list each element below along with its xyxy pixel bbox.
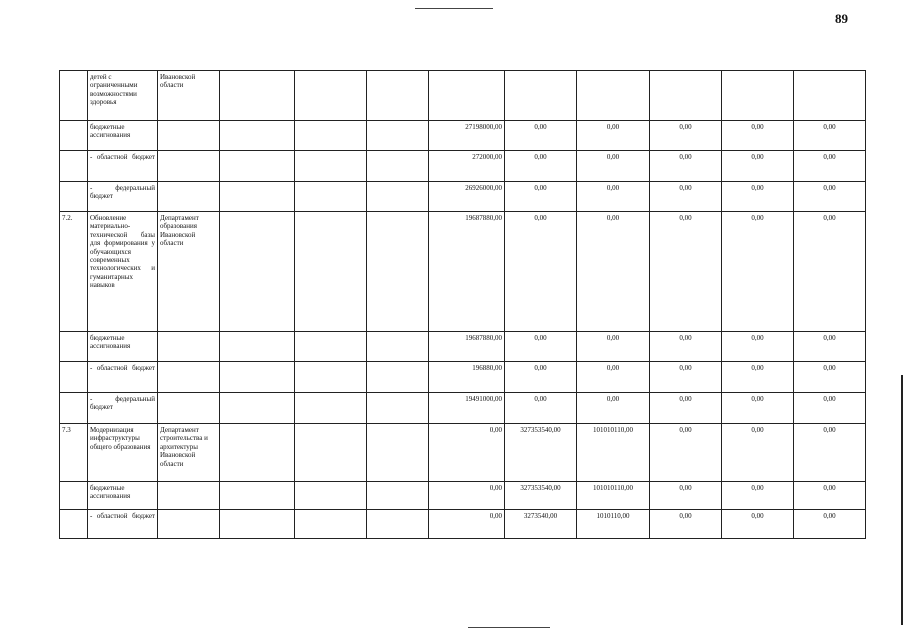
blank-cell: [220, 482, 295, 510]
blank-cell: [367, 510, 429, 539]
value-cell: 0,00: [429, 510, 505, 539]
blank-cell: [367, 393, 429, 424]
value-cell: 0,00: [505, 182, 577, 212]
value-cell: [505, 71, 577, 121]
blank-cell: [367, 121, 429, 151]
table-row: [60, 424, 866, 482]
executor: [158, 482, 220, 510]
blank-cell: [295, 482, 367, 510]
item-name: - федеральный бюджет: [88, 393, 158, 424]
value-cell: 0,00: [794, 332, 866, 362]
value-cell: 0,00: [794, 182, 866, 212]
value-cell: 26926000,00: [429, 182, 505, 212]
value-cell: 0,00: [577, 121, 650, 151]
budget-table: [59, 70, 866, 539]
item-name: бюджетные ассигнования: [88, 482, 158, 510]
value-cell: 0,00: [794, 482, 866, 510]
blank-cell: [220, 393, 295, 424]
table-row: [60, 212, 866, 332]
blank-cell: [367, 424, 429, 482]
blank-cell: [295, 332, 367, 362]
item-name: бюджетные ассигнования: [88, 332, 158, 362]
value-cell: 0,00: [429, 482, 505, 510]
value-cell: 0,00: [722, 151, 794, 182]
value-cell: 0,00: [650, 151, 722, 182]
value-cell: 0,00: [505, 121, 577, 151]
value-cell: 0,00: [794, 362, 866, 393]
blank-cell: [367, 362, 429, 393]
value-cell: 0,00: [650, 362, 722, 393]
item-name: бюджетные ассигнования: [88, 121, 158, 151]
value-cell: 0,00: [794, 393, 866, 424]
blank-cell: [295, 393, 367, 424]
table-row: [60, 182, 866, 212]
value-cell: 3273540,00: [505, 510, 577, 539]
value-cell: 0,00: [577, 332, 650, 362]
value-cell: 27198000,00: [429, 121, 505, 151]
value-cell: 0,00: [794, 212, 866, 332]
row-number: [60, 393, 88, 424]
executor: [158, 332, 220, 362]
value-cell: 0,00: [650, 212, 722, 332]
value-cell: 327353540,00: [505, 482, 577, 510]
value-cell: 0,00: [794, 424, 866, 482]
value-cell: 0,00: [722, 482, 794, 510]
value-cell: [722, 71, 794, 121]
value-cell: 0,00: [722, 362, 794, 393]
blank-cell: [367, 151, 429, 182]
value-cell: 0,00: [794, 510, 866, 539]
value-cell: 0,00: [722, 182, 794, 212]
blank-cell: [220, 510, 295, 539]
top-rule: [415, 8, 493, 9]
value-cell: 0,00: [577, 362, 650, 393]
value-cell: 0,00: [577, 151, 650, 182]
blank-cell: [367, 212, 429, 332]
blank-cell: [220, 121, 295, 151]
blank-cell: [295, 71, 367, 121]
value-cell: 101010110,00: [577, 424, 650, 482]
value-cell: 0,00: [722, 510, 794, 539]
blank-cell: [367, 182, 429, 212]
value-cell: 0,00: [650, 182, 722, 212]
executor: [158, 510, 220, 539]
blank-cell: [295, 362, 367, 393]
value-cell: 0,00: [722, 424, 794, 482]
value-cell: 327353540,00: [505, 424, 577, 482]
value-cell: 272000,00: [429, 151, 505, 182]
row-number: [60, 71, 88, 121]
value-cell: 19491000,00: [429, 393, 505, 424]
table-row: [60, 393, 866, 424]
row-number: [60, 182, 88, 212]
blank-cell: [220, 71, 295, 121]
item-name: Обновление материально-технической базы для формирования у обучающихся современных технологических и гуманитарных навыков: [88, 212, 158, 332]
value-cell: [577, 71, 650, 121]
row-number: [60, 121, 88, 151]
item-name: детей с ограниченными возможностями здоровья: [88, 71, 158, 121]
executor: Ивановской области: [158, 71, 220, 121]
value-cell: [794, 71, 866, 121]
blank-cell: [367, 482, 429, 510]
table-row: [60, 121, 866, 151]
blank-cell: [220, 212, 295, 332]
value-cell: 19687880,00: [429, 212, 505, 332]
row-number: [60, 151, 88, 182]
value-cell: 0,00: [577, 182, 650, 212]
row-number: 7.3: [60, 424, 88, 482]
blank-cell: [220, 332, 295, 362]
row-number: [60, 332, 88, 362]
value-cell: 0,00: [794, 121, 866, 151]
executor: [158, 121, 220, 151]
value-cell: [429, 71, 505, 121]
table-row: [60, 362, 866, 393]
executor: Департамент строительства и архитектуры Ивановской области: [158, 424, 220, 482]
value-cell: 101010110,00: [577, 482, 650, 510]
value-cell: 0,00: [505, 362, 577, 393]
row-number: 7.2.: [60, 212, 88, 332]
value-cell: 0,00: [505, 212, 577, 332]
value-cell: 0,00: [650, 393, 722, 424]
executor: Департамент образования Ивановской области: [158, 212, 220, 332]
value-cell: 0,00: [505, 151, 577, 182]
executor: [158, 393, 220, 424]
value-cell: 0,00: [505, 332, 577, 362]
blank-cell: [295, 151, 367, 182]
blank-cell: [295, 212, 367, 332]
blank-cell: [220, 182, 295, 212]
value-cell: 196880,00: [429, 362, 505, 393]
value-cell: 0,00: [650, 510, 722, 539]
value-cell: [650, 71, 722, 121]
value-cell: 0,00: [577, 393, 650, 424]
value-cell: 0,00: [722, 332, 794, 362]
item-name: - областной бюджет: [88, 151, 158, 182]
value-cell: 0,00: [650, 482, 722, 510]
value-cell: 1010110,00: [577, 510, 650, 539]
bottom-rule: [468, 627, 550, 628]
value-cell: 0,00: [722, 212, 794, 332]
value-cell: 19687880,00: [429, 332, 505, 362]
scan-edge-line: [901, 375, 903, 625]
value-cell: 0,00: [429, 424, 505, 482]
value-cell: 0,00: [650, 424, 722, 482]
blank-cell: [367, 332, 429, 362]
value-cell: 0,00: [722, 121, 794, 151]
blank-cell: [220, 424, 295, 482]
page-number: 89: [835, 11, 848, 26]
item-name: - областной бюджет: [88, 362, 158, 393]
table-row: [60, 482, 866, 510]
item-name: - федеральный бюджет: [88, 182, 158, 212]
value-cell: 0,00: [505, 393, 577, 424]
value-cell: 0,00: [650, 332, 722, 362]
executor: [158, 182, 220, 212]
blank-cell: [295, 510, 367, 539]
item-name: - областной бюджет: [88, 510, 158, 539]
blank-cell: [367, 71, 429, 121]
value-cell: 0,00: [794, 151, 866, 182]
table-row: [60, 71, 866, 121]
row-number: [60, 482, 88, 510]
table-row: [60, 510, 866, 539]
table-row: [60, 332, 866, 362]
item-name: Модернизация инфраструктуры общего образования: [88, 424, 158, 482]
blank-cell: [220, 151, 295, 182]
blank-cell: [295, 182, 367, 212]
blank-cell: [295, 121, 367, 151]
blank-cell: [220, 362, 295, 393]
value-cell: 0,00: [722, 393, 794, 424]
row-number: [60, 362, 88, 393]
value-cell: 0,00: [650, 121, 722, 151]
value-cell: 0,00: [577, 212, 650, 332]
executor: [158, 151, 220, 182]
blank-cell: [295, 424, 367, 482]
row-number: [60, 510, 88, 539]
table-row: [60, 151, 866, 182]
executor: [158, 362, 220, 393]
